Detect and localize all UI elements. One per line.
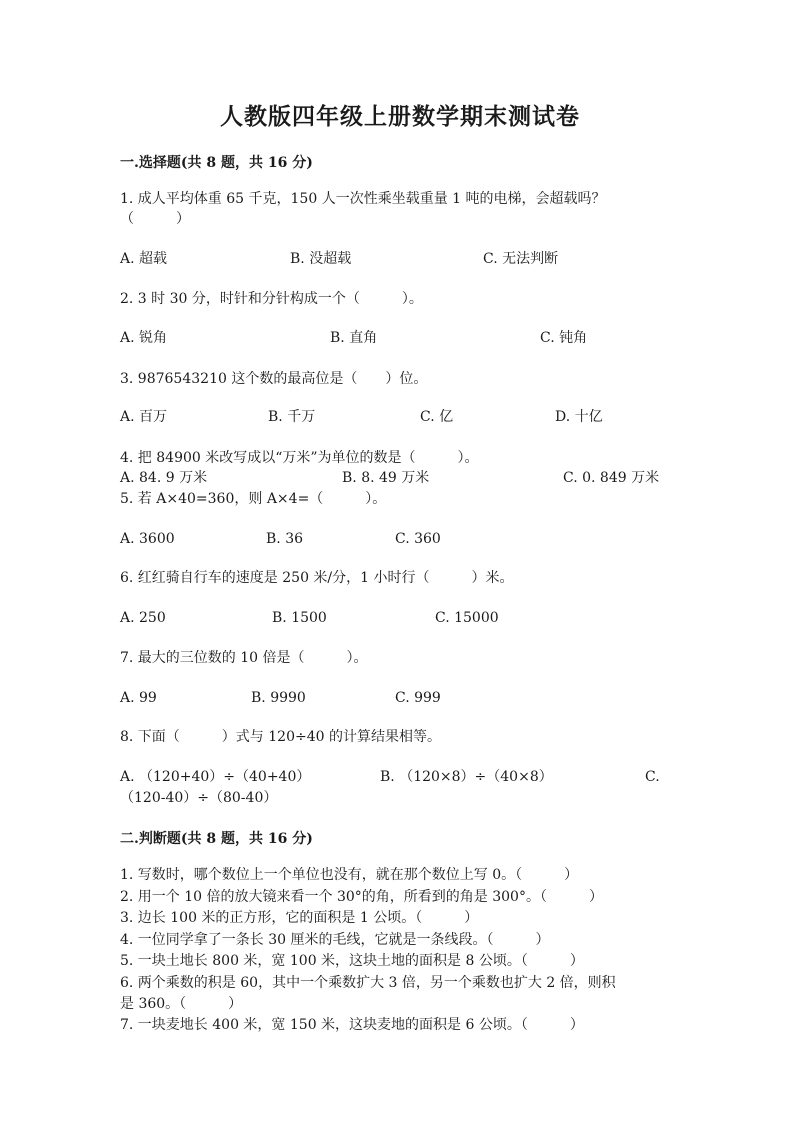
judgment-item-4: 4. 一位同学拿了一条长 30 厘米的毛线，它就是一条线段。（ ） xyxy=(120,932,550,948)
question-6-text: 6. 红红骑自行车的速度是 250 米/分，1 小时行（ ）米。 xyxy=(120,570,514,586)
question-8-text: 8. 下面（ ）式与 120÷40 的计算结果相等。 xyxy=(120,729,441,745)
question-2-text: 2. 3 时 30 分，时针和分针构成一个（ ）。 xyxy=(120,291,423,307)
question-1-text: 1. 成人平均体重 65 千克，150 人一次性乘坐载重量 1 吨的电梯，会超载吗？ xyxy=(120,191,606,207)
judgment-item-5: 5. 一块土地长 800 米，宽 100 米，这块土地的面积是 8 公顷。（ ） xyxy=(120,953,584,969)
question-1-option-c: C. 无法判断 xyxy=(483,251,559,267)
question-4-option-c: C. 0. 849 万米 xyxy=(563,470,660,486)
question-8-option-c-text: （120-40）÷（80-40） xyxy=(120,790,278,806)
question-6-option-b: B. 1500 xyxy=(272,610,327,626)
question-6-option-a: A. 250 xyxy=(120,610,166,626)
question-5-option-c: C. 360 xyxy=(395,531,441,547)
section-heading-judgment: 二.判断题(共 8 题，共 16 分) xyxy=(120,831,313,847)
question-3-option-b: B. 千万 xyxy=(268,409,316,425)
judgment-item-1: 1. 写数时，哪个数位上一个单位也没有，就在那个数位上写 0。（ ） xyxy=(120,867,579,883)
question-8-option-b: B. （120×8）÷（40×8） xyxy=(380,769,553,785)
question-3-option-a: A. 百万 xyxy=(120,409,168,425)
question-3-option-d: D. 十亿 xyxy=(555,409,603,425)
question-1-option-b: B. 没超载 xyxy=(290,251,352,267)
judgment-item-2: 2. 用一个 10 倍的放大镜来看一个 30°的角，所看到的角是 300°。（ ） xyxy=(120,889,603,905)
judgment-item-7: 7. 一块麦地长 400 米，宽 150 米，这块麦地的面积是 6 公顷。（ ） xyxy=(120,1017,584,1033)
question-1-option-a: A. 超载 xyxy=(120,251,168,267)
page-title: 人教版四年级上册数学期末测试卷 xyxy=(220,103,580,130)
question-1-blank: （ ） xyxy=(120,211,190,227)
question-4-text: 4. 把 84900 米改写成以“万米”为单位的数是（ ）。 xyxy=(120,450,479,466)
question-5-option-b: B. 36 xyxy=(266,531,304,547)
question-3-text: 3. 9876543210 这个数的最高位是（ ）位。 xyxy=(120,371,428,387)
question-5-text: 5. 若 A×40=360，则 A×4=（ ）。 xyxy=(120,491,387,507)
section-heading-choice: 一.选择题(共 8 题，共 16 分) xyxy=(120,155,313,171)
question-8-option-a: A. （120+40）÷（40+40） xyxy=(120,769,311,785)
question-7-text: 7. 最大的三位数的 10 倍是（ ）。 xyxy=(120,650,368,666)
judgment-item-6-cont: 是 360。（ ） xyxy=(120,996,243,1012)
question-3-option-c: C. 亿 xyxy=(420,409,454,425)
question-8-option-c-label: C. xyxy=(645,769,660,785)
judgment-item-3: 3. 边长 100 米的正方形，它的面积是 1 公顷。（ ） xyxy=(120,910,479,926)
question-6-option-c: C. 15000 xyxy=(435,610,499,626)
question-2-option-a: A. 锐角 xyxy=(120,330,168,346)
question-4-option-a: A. 84. 9 万米 xyxy=(120,470,208,486)
judgment-item-6: 6. 两个乘数的积是 60，其中一个乘数扩大 3 倍，另一个乘数也扩大 2 倍，则积 xyxy=(120,975,616,991)
question-2-option-b: B. 直角 xyxy=(330,330,378,346)
question-7-option-a: A. 99 xyxy=(120,690,157,706)
question-2-option-c: C. 钝角 xyxy=(540,330,588,346)
question-7-option-c: C. 999 xyxy=(395,690,441,706)
question-4-option-b: B. 8. 49 万米 xyxy=(342,470,430,486)
question-5-option-a: A. 3600 xyxy=(120,531,175,547)
question-7-option-b: B. 9990 xyxy=(251,690,306,706)
